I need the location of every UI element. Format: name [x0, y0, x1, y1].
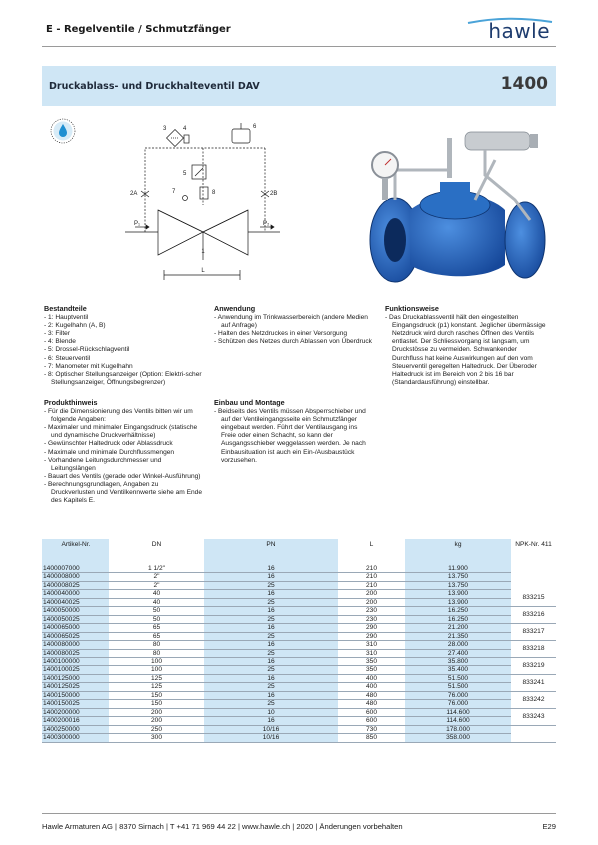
list-item: - 5: Drossel-Rückschlagventil [44, 346, 204, 354]
table-row [42, 641, 556, 649]
cell-pn: 16 [204, 674, 338, 682]
page-number: E29 [542, 822, 556, 831]
cell-dn: 65 [109, 624, 204, 632]
cell-dn: 200 [109, 708, 204, 716]
cell-art: 1400040025 [42, 598, 109, 606]
cell-pn: 16 [204, 565, 338, 573]
table-row [42, 691, 556, 699]
cell-art: 1400200016 [42, 717, 109, 725]
cell-kg: 28.000 [405, 641, 511, 649]
cell-l: 310 [338, 641, 405, 649]
cell-art: 1400007000 [42, 565, 109, 573]
cell-l: 480 [338, 700, 405, 708]
list-item: - 3: Filter [44, 330, 204, 338]
cell-l: 210 [338, 565, 405, 573]
list-item: - Halten des Netzdruckes in einer Versorgung [214, 330, 374, 338]
cell-art: 1400050025 [42, 615, 109, 623]
table-header-row [42, 539, 556, 565]
table-row [42, 717, 556, 725]
schematic-label-length: L [201, 268, 205, 274]
schematic-label-manometer: 7 [172, 189, 176, 195]
cell-dn: 80 [109, 641, 204, 649]
cell-l: 200 [338, 590, 405, 598]
cell-l: 230 [338, 607, 405, 615]
cell-kg: 13.750 [405, 573, 511, 581]
list-item: - Beidseits des Ventils müssen Absperrschieber und auf der Ventileingangsseite ein Schmutzfänger eingebaut werden. Führt der Ventilausgang ins Freie oder einen Schacht, so kann der Ausgangsschieber weggelassen werden. Je nach Einbausituation ist auch ein Ein-/Ausbaustück vorzusehen. [214, 408, 374, 465]
cell-pn: 25 [204, 666, 338, 674]
cell-art: 1400150025 [42, 700, 109, 708]
list-item: - Anwendung im Trinkwasserbereich (andere Medien auf Anfrage) [214, 314, 374, 330]
cell-kg: 13.750 [405, 581, 511, 589]
section-produkthinweis [44, 399, 204, 505]
cell-kg: 16.250 [405, 607, 511, 615]
header-divider [42, 46, 556, 47]
cell-dn: 2" [109, 573, 204, 581]
hawle-logo [460, 16, 556, 46]
list-item: - 7: Manometer mit Kugelhahn [44, 363, 204, 371]
cell-art: 1400125025 [42, 683, 109, 691]
cell-dn: 300 [109, 734, 204, 742]
footer-contact: Hawle Armaturen AG | 8370 Sirnach | T +41 71 969 44 22 | www.hawle.ch | 2020 | Änderungen vorbehalten [42, 822, 403, 831]
list-item: - 2: Kugelhahn (A, B) [44, 322, 204, 330]
cell-kg: 35.400 [405, 666, 511, 674]
cell-art: 1400080025 [42, 649, 109, 657]
einbau-heading: Einbau und Montage [214, 398, 285, 407]
cell-dn: 40 [109, 598, 204, 606]
cell-npk: 833215 [511, 590, 556, 607]
table-row [42, 615, 556, 623]
schematic-label-2b: 2B [270, 191, 278, 197]
cell-kg: 358.000 [405, 734, 511, 742]
schematic-label-2a: 2A [130, 191, 138, 197]
cell-pn: 16 [204, 590, 338, 598]
table-row [42, 581, 556, 589]
schematic-label-p1: P₁ [134, 221, 141, 227]
list-item: - Für die Dimensionierung des Ventils bitten wir um folgende Angaben: [44, 408, 204, 424]
cell-kg: 13.900 [405, 590, 511, 598]
cell-art: 1400300000 [42, 734, 109, 742]
cell-pn: 16 [204, 573, 338, 581]
cell-l: 290 [338, 632, 405, 640]
cell-npk [511, 573, 556, 581]
cell-dn: 125 [109, 674, 204, 682]
cell-dn: 200 [109, 717, 204, 725]
cell-dn: 150 [109, 691, 204, 699]
cell-l: 210 [338, 573, 405, 581]
list-item: - 1: Hauptventil [44, 314, 204, 322]
cell-art: 1400008000 [42, 573, 109, 581]
produkthinweis-heading: Produkthinweis [44, 398, 98, 407]
schematic-label-indicator: 8 [212, 190, 216, 196]
list-item: - Bauart des Ventils (gerade oder Winkel-Ausführung) [44, 473, 204, 481]
cell-l: 600 [338, 708, 405, 716]
col-header-article: Artikel-Nr. [42, 539, 109, 565]
water-drop-icon [50, 118, 76, 144]
cell-pn: 10 [204, 708, 338, 716]
schematic-label-throttle: 5 [183, 171, 187, 177]
cell-l: 350 [338, 666, 405, 674]
cell-kg: 51.500 [405, 674, 511, 682]
page-header [42, 16, 556, 46]
funktionsweise-heading: Funktionsweise [385, 304, 439, 313]
cell-pn: 25 [204, 632, 338, 640]
cell-npk: 833219 [511, 657, 556, 674]
list-item: - Schützen des Netzes durch Ablassen von Überdruck [214, 338, 374, 346]
table-row [42, 607, 556, 615]
cell-kg: 27.400 [405, 649, 511, 657]
product-number: 1400 [500, 74, 548, 94]
cell-art: 1400250000 [42, 725, 109, 733]
list-item: - Maximaler und minimaler Eingangsdruck (statische und dynamische Druckverhältnisse) [44, 424, 204, 440]
cell-npk [511, 725, 556, 742]
cell-dn: 125 [109, 683, 204, 691]
cell-l: 290 [338, 624, 405, 632]
cell-art: 1400150000 [42, 691, 109, 699]
cell-kg: 178.000 [405, 725, 511, 733]
table-row [42, 700, 556, 708]
cell-pn: 10/16 [204, 725, 338, 733]
cell-art: 1400065000 [42, 624, 109, 632]
cell-l: 400 [338, 674, 405, 682]
cell-dn: 150 [109, 700, 204, 708]
cell-kg: 76.000 [405, 700, 511, 708]
cell-pn: 16 [204, 657, 338, 665]
table-row [42, 725, 556, 733]
cell-kg: 51.500 [405, 683, 511, 691]
cell-kg: 76.000 [405, 691, 511, 699]
col-header-pn: PN [204, 539, 338, 565]
cell-art: 1400200000 [42, 708, 109, 716]
cell-npk: 833218 [511, 641, 556, 658]
cell-dn: 250 [109, 725, 204, 733]
cell-npk: 833217 [511, 624, 556, 641]
section-anwendung [214, 305, 374, 346]
cell-kg: 114.600 [405, 708, 511, 716]
cell-l: 310 [338, 649, 405, 657]
funktionsweise-text: - Das Druckablassventil hält den eingestellten Eingangsdruck (p1) konstant. Jeglicher übermässige Netzdruck wird durch rasches Öffnen des Ventils entlastet. Der Schliessvorgang ist langsam, um Druckstösse zu vermeiden. Schwankender Durchfluss hat keine Auswirkungen auf den vom Steuerventil geregelten Haltedruck. Der Überoder Haltedruck ist im Bereich von 2 bis 16 bar (Standardausführung) einstellbar. [385, 314, 549, 387]
col-header-l: L [369, 541, 374, 548]
cell-art: 1400100000 [42, 657, 109, 665]
cell-l: 400 [338, 683, 405, 691]
table-row [42, 632, 556, 640]
section-bestandteile [44, 305, 204, 387]
cell-npk [511, 581, 556, 589]
schematic-label-p2: P₂ [263, 221, 270, 227]
list-item: - Gewünschter Haltedruck oder Ablassdruck [44, 440, 204, 448]
cell-kg: 16.250 [405, 615, 511, 623]
table-row [42, 674, 556, 682]
table-row [42, 598, 556, 606]
cell-pn: 16 [204, 624, 338, 632]
bestandteile-heading: Bestandteile [44, 304, 87, 313]
cell-pn: 25 [204, 700, 338, 708]
anwendung-heading: Anwendung [214, 304, 256, 313]
valve-schematic-diagram [120, 115, 285, 290]
table-row [42, 573, 556, 581]
cell-pn: 16 [204, 691, 338, 699]
cell-pn: 16 [204, 717, 338, 725]
col-header-dn: DN [151, 541, 162, 548]
cell-pn: 16 [204, 607, 338, 615]
valve-product-image [355, 120, 555, 290]
list-item: - 6: Steuerventil [44, 355, 204, 363]
cell-dn: 50 [109, 607, 204, 615]
table-row [42, 624, 556, 632]
cell-l: 350 [338, 657, 405, 665]
cell-art: 1400100025 [42, 666, 109, 674]
cell-l: 600 [338, 717, 405, 725]
cell-dn: 2" [109, 581, 204, 589]
cell-npk: 833216 [511, 607, 556, 624]
list-item: - Vorhandene Leitungsdurchmesser und Leitungslängen [44, 457, 204, 473]
list-item: - Maximale und minimale Durchflussmengen [44, 449, 204, 457]
cell-kg: 35.800 [405, 657, 511, 665]
cell-art: 1400065025 [42, 632, 109, 640]
cell-kg: 11.900 [405, 565, 511, 573]
footer-divider [42, 813, 556, 814]
cell-dn: 1 1/2" [109, 565, 204, 573]
cell-npk [511, 565, 556, 573]
cell-l: 850 [338, 734, 405, 742]
table-row [42, 734, 556, 742]
cell-art: 1400125000 [42, 674, 109, 682]
logo-text: hawle [488, 19, 550, 43]
cell-dn: 100 [109, 657, 204, 665]
cell-pn: 16 [204, 641, 338, 649]
table-row [42, 657, 556, 665]
product-title-band [42, 66, 556, 106]
cell-npk: 833241 [511, 674, 556, 691]
cell-pn: 25 [204, 615, 338, 623]
cell-l: 200 [338, 598, 405, 606]
schematic-label-orifice: 4 [183, 126, 187, 132]
table-row [42, 590, 556, 598]
cell-pn: 25 [204, 649, 338, 657]
table-row [42, 565, 556, 573]
cell-l: 210 [338, 581, 405, 589]
cell-npk: 833242 [511, 691, 556, 708]
cell-kg: 114.600 [405, 717, 511, 725]
chapter-title: E - Regelventile / Schmutzfänger [46, 24, 231, 35]
cell-dn: 100 [109, 666, 204, 674]
list-item: - 8: Optischer Stellungsanzeiger (Option: Elektri-scher Stellungsanzeiger, Öffnungsbegrenzer) [44, 371, 204, 387]
cell-art: 1400050000 [42, 607, 109, 615]
table-row [42, 666, 556, 674]
cell-l: 730 [338, 725, 405, 733]
cell-l: 230 [338, 615, 405, 623]
cell-art: 1400040000 [42, 590, 109, 598]
cell-dn: 65 [109, 632, 204, 640]
schematic-label-filter: 3 [163, 126, 167, 132]
section-funktionsweise [385, 305, 549, 387]
cell-kg: 21.350 [405, 632, 511, 640]
table-row [42, 708, 556, 716]
section-einbau [214, 399, 374, 465]
schematic-label-control-valve: 6 [253, 124, 257, 130]
cell-dn: 50 [109, 615, 204, 623]
list-item: - 4: Blende [44, 338, 204, 346]
article-table [42, 539, 556, 743]
cell-art: 1400080000 [42, 641, 109, 649]
schematic-label-main-valve: 1 [201, 249, 205, 255]
table-row [42, 683, 556, 691]
cell-kg: 21.200 [405, 624, 511, 632]
cell-pn: 10/16 [204, 734, 338, 742]
col-header-npk: NPK-Nr. 411 [515, 541, 552, 548]
product-title: Druckablass- und Druckhalteventil DAV [49, 81, 260, 92]
cell-dn: 80 [109, 649, 204, 657]
cell-kg: 13.900 [405, 598, 511, 606]
cell-l: 480 [338, 691, 405, 699]
list-item: - Berechnungsgrundlagen, Angaben zu Druckverlusten und Ventilkennwerte siehe am Ende des Kapitels E. [44, 481, 204, 505]
cell-pn: 25 [204, 683, 338, 691]
table-row [42, 649, 556, 657]
cell-pn: 25 [204, 598, 338, 606]
cell-npk: 833243 [511, 708, 556, 725]
cell-art: 1400008025 [42, 581, 109, 589]
cell-pn: 25 [204, 581, 338, 589]
cell-dn: 40 [109, 590, 204, 598]
col-header-kg: kg [405, 539, 511, 565]
